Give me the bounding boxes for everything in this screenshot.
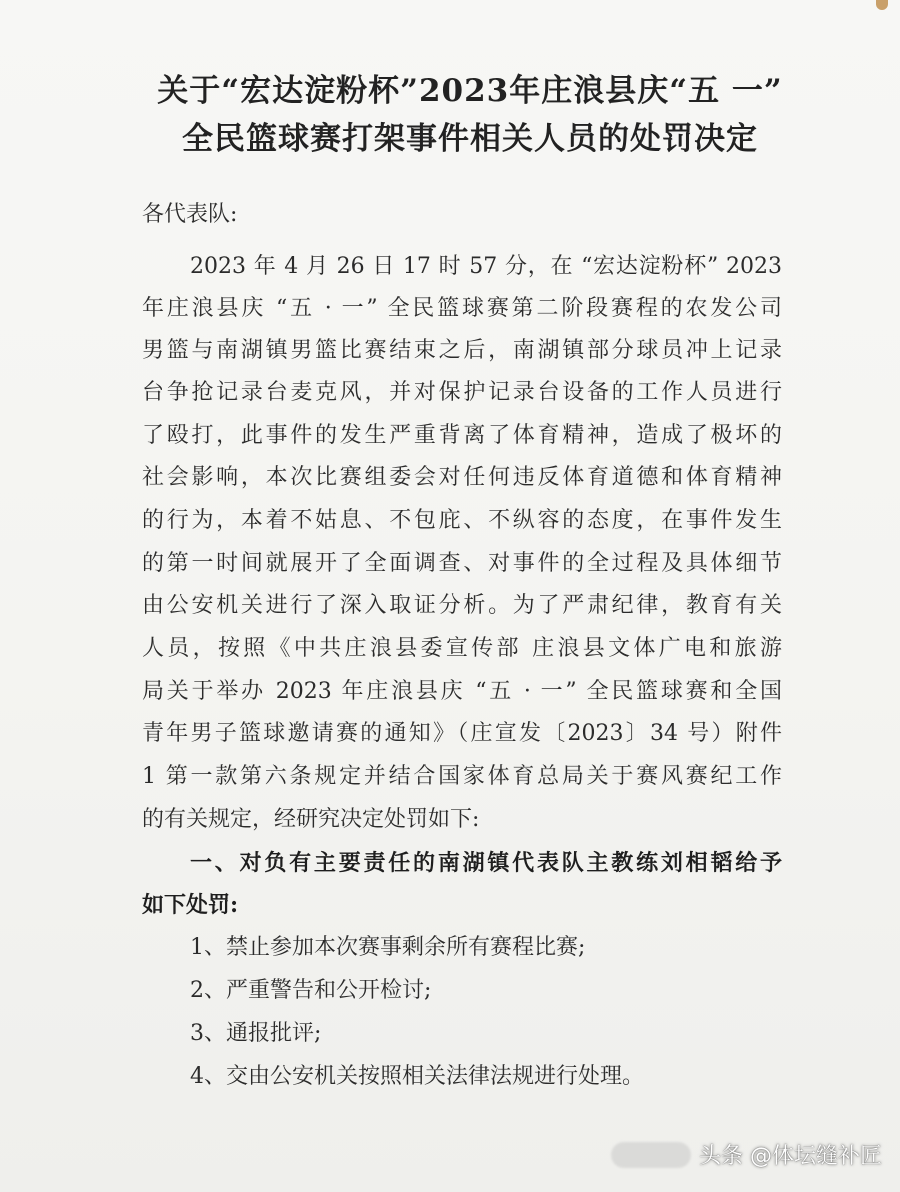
body-line: 台争抢记录台麦克风，并对保护记录台设备的工作人员进行 <box>142 380 782 405</box>
body-line: 男篮与南湖镇男篮比赛结束之后，南湖镇部分球员冲上记录 <box>142 338 782 363</box>
body-line: 由公安机关进行了深入取证分析。为了严肃纪律，教育有关 <box>142 593 782 618</box>
document-title-line-2: 全民篮球赛打架事件相关人员的处罚决定 <box>182 121 758 157</box>
corner-mark <box>876 0 888 10</box>
document-title-line-1: 关于“宏达淀粉杯”2023年庄浪县庆“五 一” <box>157 73 783 109</box>
watermark-blur <box>611 1142 691 1168</box>
body-line: 了殴打，此事件的发生严重背离了体育精神，造成了极坏的 <box>142 423 782 448</box>
penalty-item-1: 1、禁止参加本次赛事剩余所有赛程比赛; <box>190 935 586 960</box>
penalty-heading-cont: 如下处罚: <box>142 892 239 918</box>
body-line: 人员，按照《中共庄浪县委宣传部 庄浪县文体广电和旅游 <box>142 636 782 661</box>
body-line: 1 第一款第六条规定并结合国家体育总局关于赛风赛纪工作 <box>142 764 782 789</box>
body-line: 的第一时间就展开了全面调查、对事件的全过程及具体细节 <box>142 551 782 576</box>
penalty-item-2: 2、严重警告和公开检讨; <box>190 978 432 1003</box>
body-line: 年庄浪县庆 “五 · 一” 全民篮球赛第二阶段赛程的农发公司 <box>142 296 782 321</box>
penalty-item-3: 3、通报批评; <box>190 1021 322 1046</box>
body-line: 的行为，本着不姑息、不包庇、不纵容的态度，在事件发生 <box>142 508 782 533</box>
body-line: 局关于举办 2023 年庄浪县庆 “五 · 一” 全民篮球赛和全国 <box>142 679 782 704</box>
salutation: 各代表队: <box>142 202 238 227</box>
body-line: 的有关规定，经研究决定处罚如下: <box>142 807 480 832</box>
watermark-text: 头条 @体坛缝补匠 <box>699 1144 882 1169</box>
penalty-heading: 一、对负有主要责任的南湖镇代表队主教练刘相韬给予 <box>190 850 782 876</box>
body-line: 青年男子篮球邀请赛的通知》（庄宣发〔2023〕34 号）附件 <box>142 721 782 746</box>
body-line: 社会影响，本次比赛组委会对任何违反体育道德和体育精神 <box>142 465 782 490</box>
body-line: 2023 年 4 月 26 日 17 时 57 分，在 “宏达淀粉杯” 2023 <box>190 254 782 279</box>
watermark <box>611 1139 882 1170</box>
penalty-item-4: 4、交由公安机关按照相关法律法规进行处理。 <box>190 1064 644 1089</box>
